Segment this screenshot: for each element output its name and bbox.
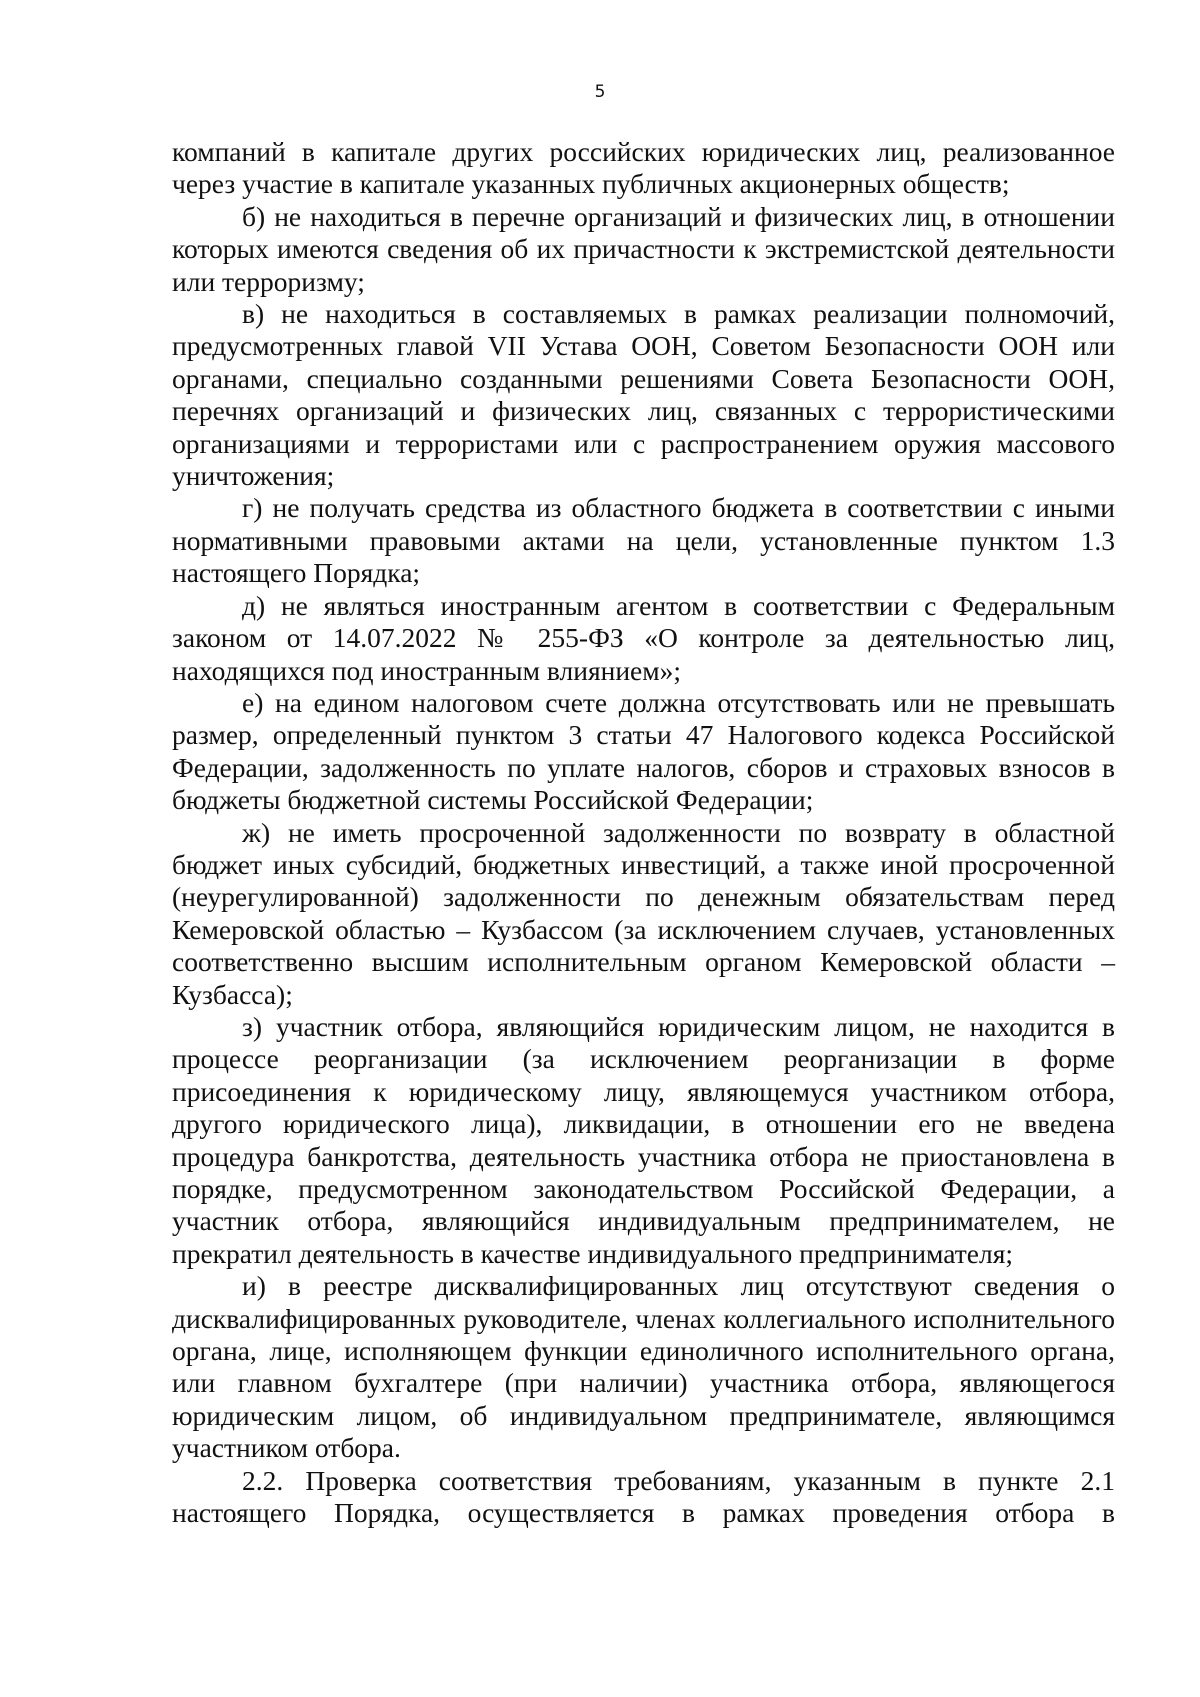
paragraph-item-e: е) на едином налоговом счете должна отсутствовать или не превышать размер, определенный пунктом 3 статьи 47 Налогового кодекса Российской Федерации, задолженность по уплате налогов, сборов и страховых взносов в бюджеты бюджетной системы Российской Федерации; [172, 686, 1115, 816]
paragraph-item-i: и) в реестре дисквалифицированных лиц отсутствуют сведения о дисквалифицированных руководителе, членах коллегиального исполнительного органа, лице, исполняющем функции единоличного исполнительного органа, или главном бухгалтере (при наличии) участника отбора, являющегося юридическим лицом, об индивидуальном предпринимателе, являющимся участником отбора. [172, 1270, 1115, 1464]
paragraph-continuation: компаний в капитале других российских юридических лиц, реализованное через участие в капитале указанных публичных акционерных обществ; [172, 136, 1115, 200]
paragraph-item-g: г) не получать средства из областного бюджета в соответствии с иными нормативными правовыми актами на цели, установленные пунктом 1.3 настоящего Порядка; [172, 492, 1115, 589]
paragraph-item-z: з) участник отбора, являющийся юридическим лицом, не находится в процессе реорганизации (за исключением реорганизации в форме присоединения к юридическому лицу, являющемуся участником отбора, другого юридического лица), ликвидации, в отношении его не введена процедура банкротства, деятельность участника отбора не приостановлена в порядке, предусмотренном законодательством Российской Федерации, а участник отбора, являющийся индивидуальным предпринимателем, не прекратил деятельность в качестве индивидуального предпринимателя; [172, 1010, 1115, 1269]
paragraph-section-2-2: 2.2. Проверка соответствия требованиям, указанным в пункте 2.1 настоящего Порядка, осуществляется в рамках проведения отбора в [172, 1464, 1115, 1529]
paragraph-item-b: б) не находиться в перечне организаций и физических лиц, в отношении которых имеются сведения об их причастности к экстремистской деятельности или терроризму; [172, 200, 1115, 297]
paragraph-item-d: д) не являться иностранным агентом в соответствии с Федеральным законом от 14.07.2022 № 255-ФЗ «О контроле за деятельностью лиц, находящихся под иностранным влиянием»; [172, 589, 1115, 686]
document-body [172, 136, 1115, 1529]
paragraph-item-zh: ж) не иметь просроченной задолженности по возврату в областной бюджет иных субсидий, бюджетных инвестиций, а также иной просроченной (неурегулированной) задолженности по денежным обязательствам перед Кемеровской областью – Кузбассом (за исключением случаев, установленных соответственно высшим исполнительным органом Кемеровской области – Кузбасса); [172, 816, 1115, 1010]
page-number: 5 [594, 82, 606, 102]
paragraph-item-v: в) не находиться в составляемых в рамках реализации полномочий, предусмотренных главой VII Устава ООН, Советом Безопасности ООН или органами, специально созданными решениями Совета Безопасности ООН, перечнях организаций и физических лиц, связанных с террористическими организациями и террористами или с распространением оружия массового уничтожения; [172, 298, 1115, 492]
